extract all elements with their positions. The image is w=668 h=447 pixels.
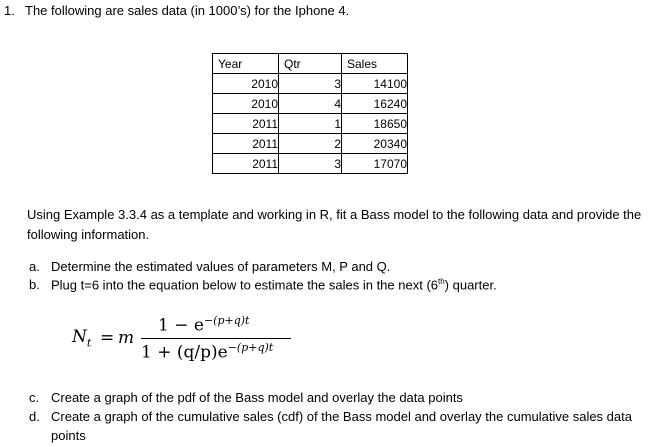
item-b-label: b. (29, 277, 40, 292)
cell-year: 2010 (213, 74, 279, 94)
cell-sales: 14100 (342, 74, 408, 94)
cell-sales: 18650 (342, 114, 408, 134)
cell-qtr: 4 (279, 94, 342, 114)
item-b-text-pre: Plug t=6 into the equation below to estimate the sales in the next (6 (51, 277, 438, 293)
equation-lhs: $N_t$ (72, 327, 92, 350)
item-b-text-post: ) quarter. (444, 277, 497, 293)
table-row (213, 74, 408, 94)
cell-sales: 17070 (342, 154, 408, 174)
fraction-bar (141, 338, 291, 339)
cell-year: 2010 (213, 94, 279, 114)
table-row (213, 94, 408, 114)
table-row (213, 114, 408, 134)
table-row (213, 134, 408, 154)
cell-qtr: 2 (279, 134, 342, 154)
sales-table (212, 53, 408, 174)
item-d-line-1: Create a graph of the cumulative sales (cdf) of the Bass model and overlay the cumulative sales data (51, 409, 632, 424)
item-a-text: Determine the estimated values of parameters M, P and Q. (51, 259, 391, 274)
cell-year: 2011 (213, 154, 279, 174)
table-row (213, 154, 408, 174)
cell-qtr: 3 (279, 154, 342, 174)
equation-equals: = (100, 328, 115, 348)
instructions-line-1: Using Example 3.3.4 as a template and working in R, fit a Bass model to the following data and provide the (27, 207, 642, 222)
cell-qtr: 1 (279, 114, 342, 134)
item-d-line-2: points (51, 428, 86, 443)
table-header-row (213, 54, 408, 74)
cell-year: 2011 (213, 114, 279, 134)
item-b-text (51, 277, 497, 292)
equation-numerator: $1 - e^{-(p+q)t}$ (158, 314, 250, 336)
equation-denominator: $1 + (q/p)e^{-(p+q)t}$ (141, 341, 274, 363)
item-c-label: c. (29, 390, 40, 405)
cell-sales: 20340 (342, 134, 408, 154)
item-a-label: a. (29, 259, 40, 274)
question-number: 1. (4, 3, 15, 18)
instructions-line-2: following information. (27, 227, 150, 242)
equation-m: m (118, 328, 135, 348)
header-year: Year (213, 54, 279, 74)
cell-sales: 16240 (342, 94, 408, 114)
cell-year: 2011 (213, 134, 279, 154)
item-c-text: Create a graph of the pdf of the Bass model and overlay the data points (51, 390, 463, 405)
question-text: The following are sales data (in 1000’s) for the Iphone 4. (25, 3, 350, 18)
cell-qtr: 3 (279, 74, 342, 94)
header-qtr: Qtr (279, 54, 342, 74)
item-d-label: d. (29, 409, 40, 424)
item-b-superscript: th (438, 277, 445, 286)
header-sales: Sales (342, 54, 408, 74)
